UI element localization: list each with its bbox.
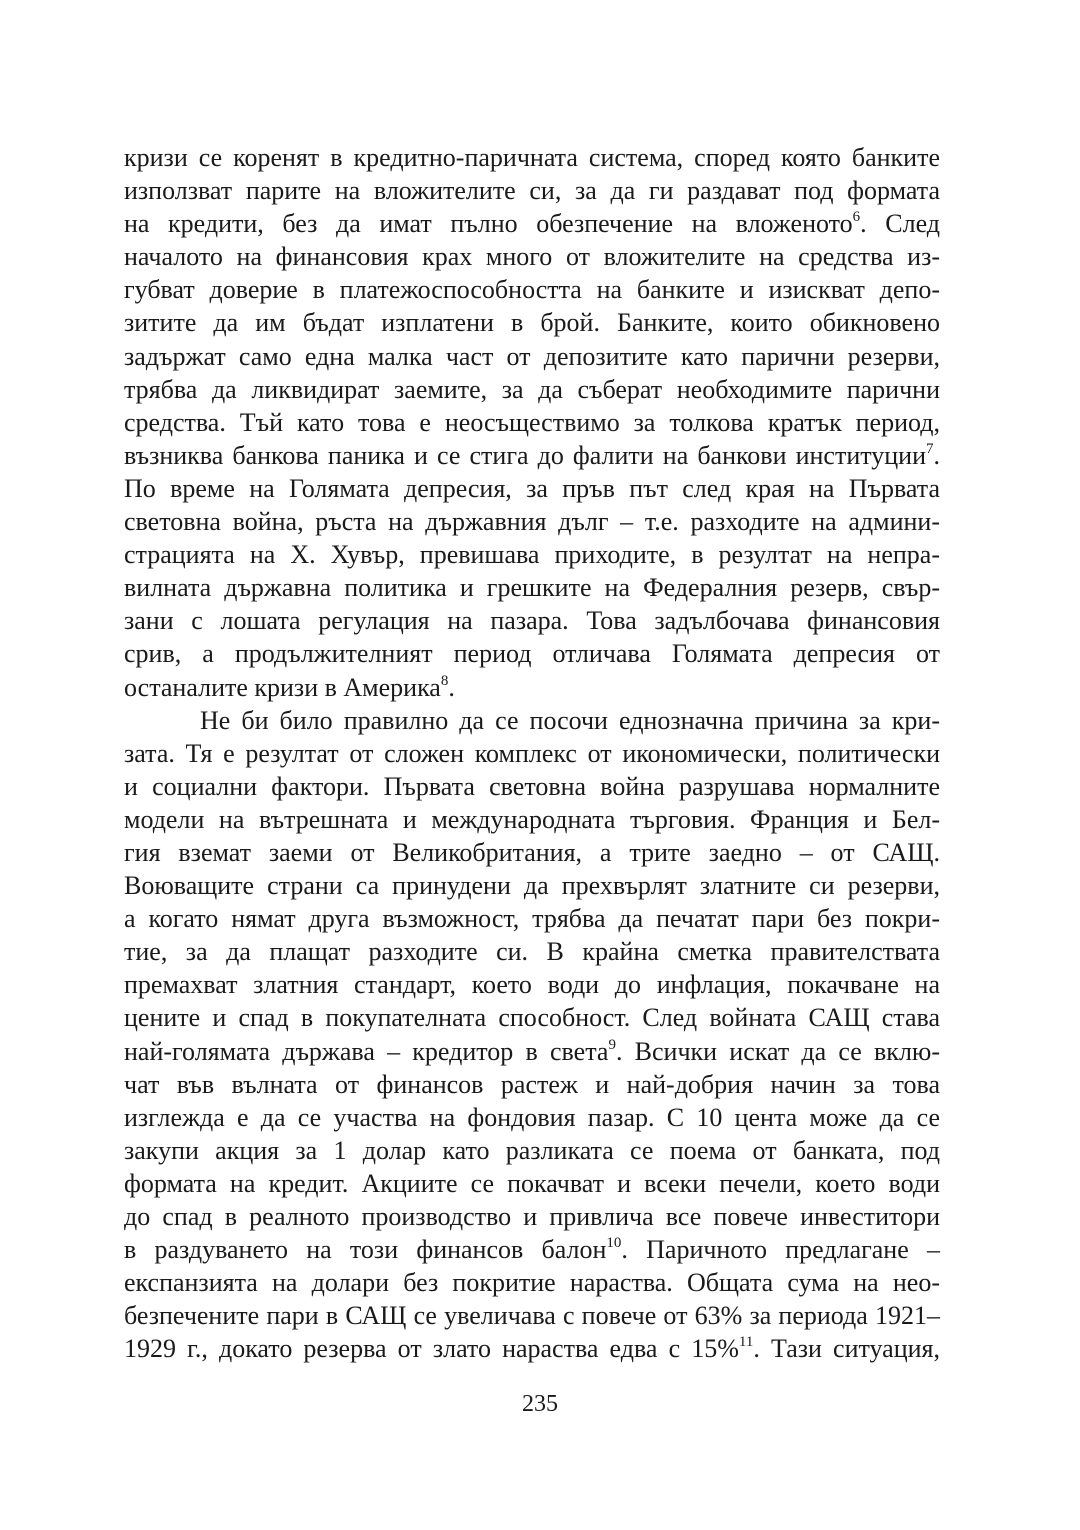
line-text: средства. Тъй като това е неосъществимо за толкова кратък период, [124,407,940,437]
page-body [124,141,940,1365]
line-text: зитите да им бъдат изплатени в брой. Банките, които обикновено [124,308,940,338]
paragraph-2-line [124,968,940,1001]
paragraph-1-line [124,207,940,240]
paragraph-2-line [124,869,940,902]
paragraph-1-line [124,141,940,174]
paragraph-2-line [124,1001,940,1034]
line-text: задържат само една малка част от депозитите като парични резерви, [124,341,940,371]
paragraph-2-line [124,1134,940,1167]
line-text: зата. Тя е резултат от сложен комплекс от икономически, политически [124,738,940,768]
line-text: най-голямата държава – кредитор в света [124,1036,609,1066]
line-text: зани с лошата регулация на пазара. Това задълбочава финансовия [124,606,940,636]
line-text: Воюващите страни са принудени да прехвърлят златните си резерви, [124,871,940,901]
line-text: изглежда е да се участва на фондовия пазар. С 10 цента може да се [124,1102,940,1132]
line-text-continued: . След [860,209,941,239]
line-text: началото на финансовия крах много от вложителите на средства из- [124,242,940,272]
paragraph-2-line [124,1101,940,1134]
line-text: чат във вълната от финансов растеж и най-добрия начин за това [124,1069,940,1099]
paragraph-2-line [124,770,940,803]
paragraph-2-line [124,1332,940,1365]
line-text: в раздуването на този финансов балон [124,1235,607,1265]
line-text: възниква банкова паника и се стига до фалити на банкови институции [124,440,926,470]
line-text: а когато нямат друга възможност, трябва да печатат пари без покри- [124,904,940,934]
line-text: срив, а продължителният период отличава Голямата депресия от [124,639,940,669]
paragraph-2-line [124,704,940,737]
paragraph-1-line [124,538,940,571]
line-text: 1929 г., докато резерва от злато нараства едва с 15% [124,1334,739,1364]
line-text: гия вземат заеми от Великобритания, а трите заедно – от САЩ. [124,837,940,867]
line-text: останалите кризи в Америка [124,672,441,702]
paragraph-2 [124,704,940,1366]
line-text: кризи се коренят в кредитно-паричната система, според която банките [124,143,940,172]
footnote-reference: 6 [852,209,861,226]
page-number: 235 [522,1391,558,1417]
footnote-reference: 11 [738,1334,754,1351]
footnote-reference: 10 [606,1235,622,1252]
paragraph-1-line [124,637,940,670]
line-text: формата на кредит. Акциите се покачват и всеки печели, което води [124,1168,940,1198]
line-text: Не би било правилно да се посочи еднозначна причина за кри- [200,705,940,735]
paragraph-2-line [124,1167,940,1200]
line-text: световна война, ръста на държавния дълг – т.е. разходите на админи- [124,507,940,537]
paragraph-1-line [124,439,940,472]
paragraph-1-line [124,340,940,373]
footnote-reference: 8 [440,672,449,689]
paragraph-1-line [124,373,940,406]
line-text-continued: . [448,672,455,702]
paragraph-1-line [124,240,940,273]
paragraph-1 [124,141,940,704]
line-text: страцията на Х. Хувър, превишава приходите, в резултат на непра- [124,540,940,570]
paragraph-1-line [124,406,940,439]
line-text-continued: . Тази ситуация, [753,1334,940,1364]
line-text: трябва да ликвидират заемите, за да съберат необходимите парични [124,374,940,404]
footnote-reference: 7 [926,440,934,457]
paragraph-2-line [124,1068,940,1101]
paragraph-1-line [124,174,940,207]
paragraph-2-line [124,1035,940,1068]
line-text: премахват златния стандарт, което води до инфлация, покачване на [124,970,940,1000]
paragraph-2-line [124,935,940,968]
line-text: на кредити, без да имат пълно обезпечение на вложеното [124,209,853,239]
footnote-reference: 9 [608,1036,616,1053]
line-text: и социални фактори. Първата световна война разрушава нормалните [124,771,940,801]
line-text: тие, за да плащат разходите си. В крайна сметка правителствата [124,937,940,967]
line-text: закупи акция за 1 долар като разликата се поема от банката, под [124,1135,940,1165]
line-text: използват парите на вложителите си, за да ги раздават под формата [124,176,940,206]
paragraph-2-line [124,1200,940,1233]
paragraph-1-line [124,671,940,704]
paragraph-1-line [124,604,940,637]
line-text-continued: . Паричното предлагане – [621,1235,940,1265]
paragraph-2-line [124,737,940,770]
paragraph-1-line [124,505,940,538]
line-text-continued: . [933,440,940,470]
line-text: безпечените пари в САЩ се увеличава с повече от 63% за периода 1921– [124,1301,940,1331]
paragraph-1-line [124,571,940,604]
line-text: вилната държавна политика и грешките на Федералния резерв, свър- [124,573,940,603]
line-text: модели на вътрешната и международната търговия. Франция и Бел- [124,804,940,834]
paragraph-2-line [124,1266,940,1299]
paragraph-1-line [124,472,940,505]
paragraph-2-line [124,836,940,869]
line-text: до спад в реалното производство и привлича все повече инвеститори [124,1202,940,1231]
paragraph-2-line [124,1299,940,1332]
paragraph-2-line [124,902,940,935]
line-text: цените и спад в покупателната способност. След войната САЩ става [124,1003,940,1033]
line-text: експанзията на долари без покритие нараства. Общата сума на нео- [124,1268,940,1298]
paragraph-2-line [124,803,940,836]
paragraph-1-line [124,273,940,306]
line-text-continued: . Всички искат да се вклю- [615,1036,940,1066]
paragraph-2-line [124,1233,940,1266]
line-text: губват доверие в платежоспособността на банките и изискват депо- [124,275,940,305]
line-text: По време на Голямата депресия, за пръв път след края на Първата [124,473,940,503]
paragraph-1-line [124,306,940,339]
